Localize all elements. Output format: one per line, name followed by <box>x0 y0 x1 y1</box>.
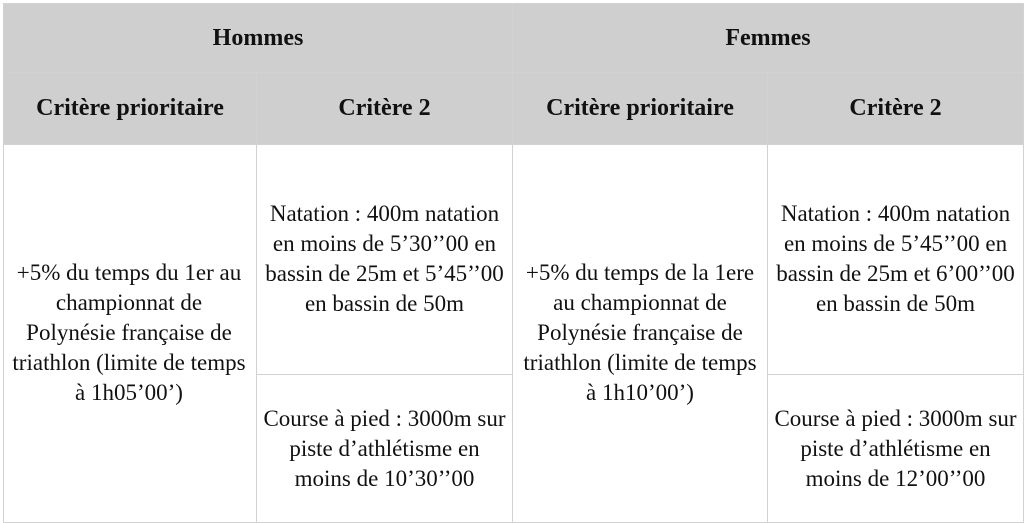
femmes-natation-cell: Natation : 400m natation en moins de 5’45’’00 en bassin de 25m et 6’00’’00 en bassin de 50m <box>768 144 1024 374</box>
hommes-course-cell: Course à pied : 3000m sur piste d’athlétisme en moins de 10’30’’00 <box>257 375 513 523</box>
table-row <box>4 144 1024 374</box>
header-femmes-critere-2: Critère 2 <box>768 73 1024 144</box>
header-hommes: Hommes <box>4 4 513 73</box>
header-hommes-critere-prioritaire: Critère prioritaire <box>4 73 257 144</box>
header-hommes-critere-2: Critère 2 <box>257 73 513 144</box>
femmes-critere-prioritaire-cell: +5% du temps de la 1ere au championnat de Polynésie française de triathlon (limite de temps à 1h10’00’) <box>513 144 768 522</box>
header-femmes-critere-prioritaire: Critère prioritaire <box>513 73 768 144</box>
selection-criteria-table <box>3 3 1024 523</box>
hommes-natation-cell: Natation : 400m natation en moins de 5’30’’00 en bassin de 25m et 5’45’’00 en bassin de 50m <box>257 144 513 374</box>
header-femmes: Femmes <box>513 4 1024 73</box>
femmes-course-cell: Course à pied : 3000m sur piste d’athlétisme en moins de 12’00’’00 <box>768 375 1024 523</box>
hommes-critere-prioritaire-cell: +5% du temps du 1er au championnat de Polynésie française de triathlon (limite de temps à 1h05’00’) <box>4 144 257 522</box>
group-header-row <box>4 4 1024 73</box>
sub-header-row <box>4 73 1024 144</box>
